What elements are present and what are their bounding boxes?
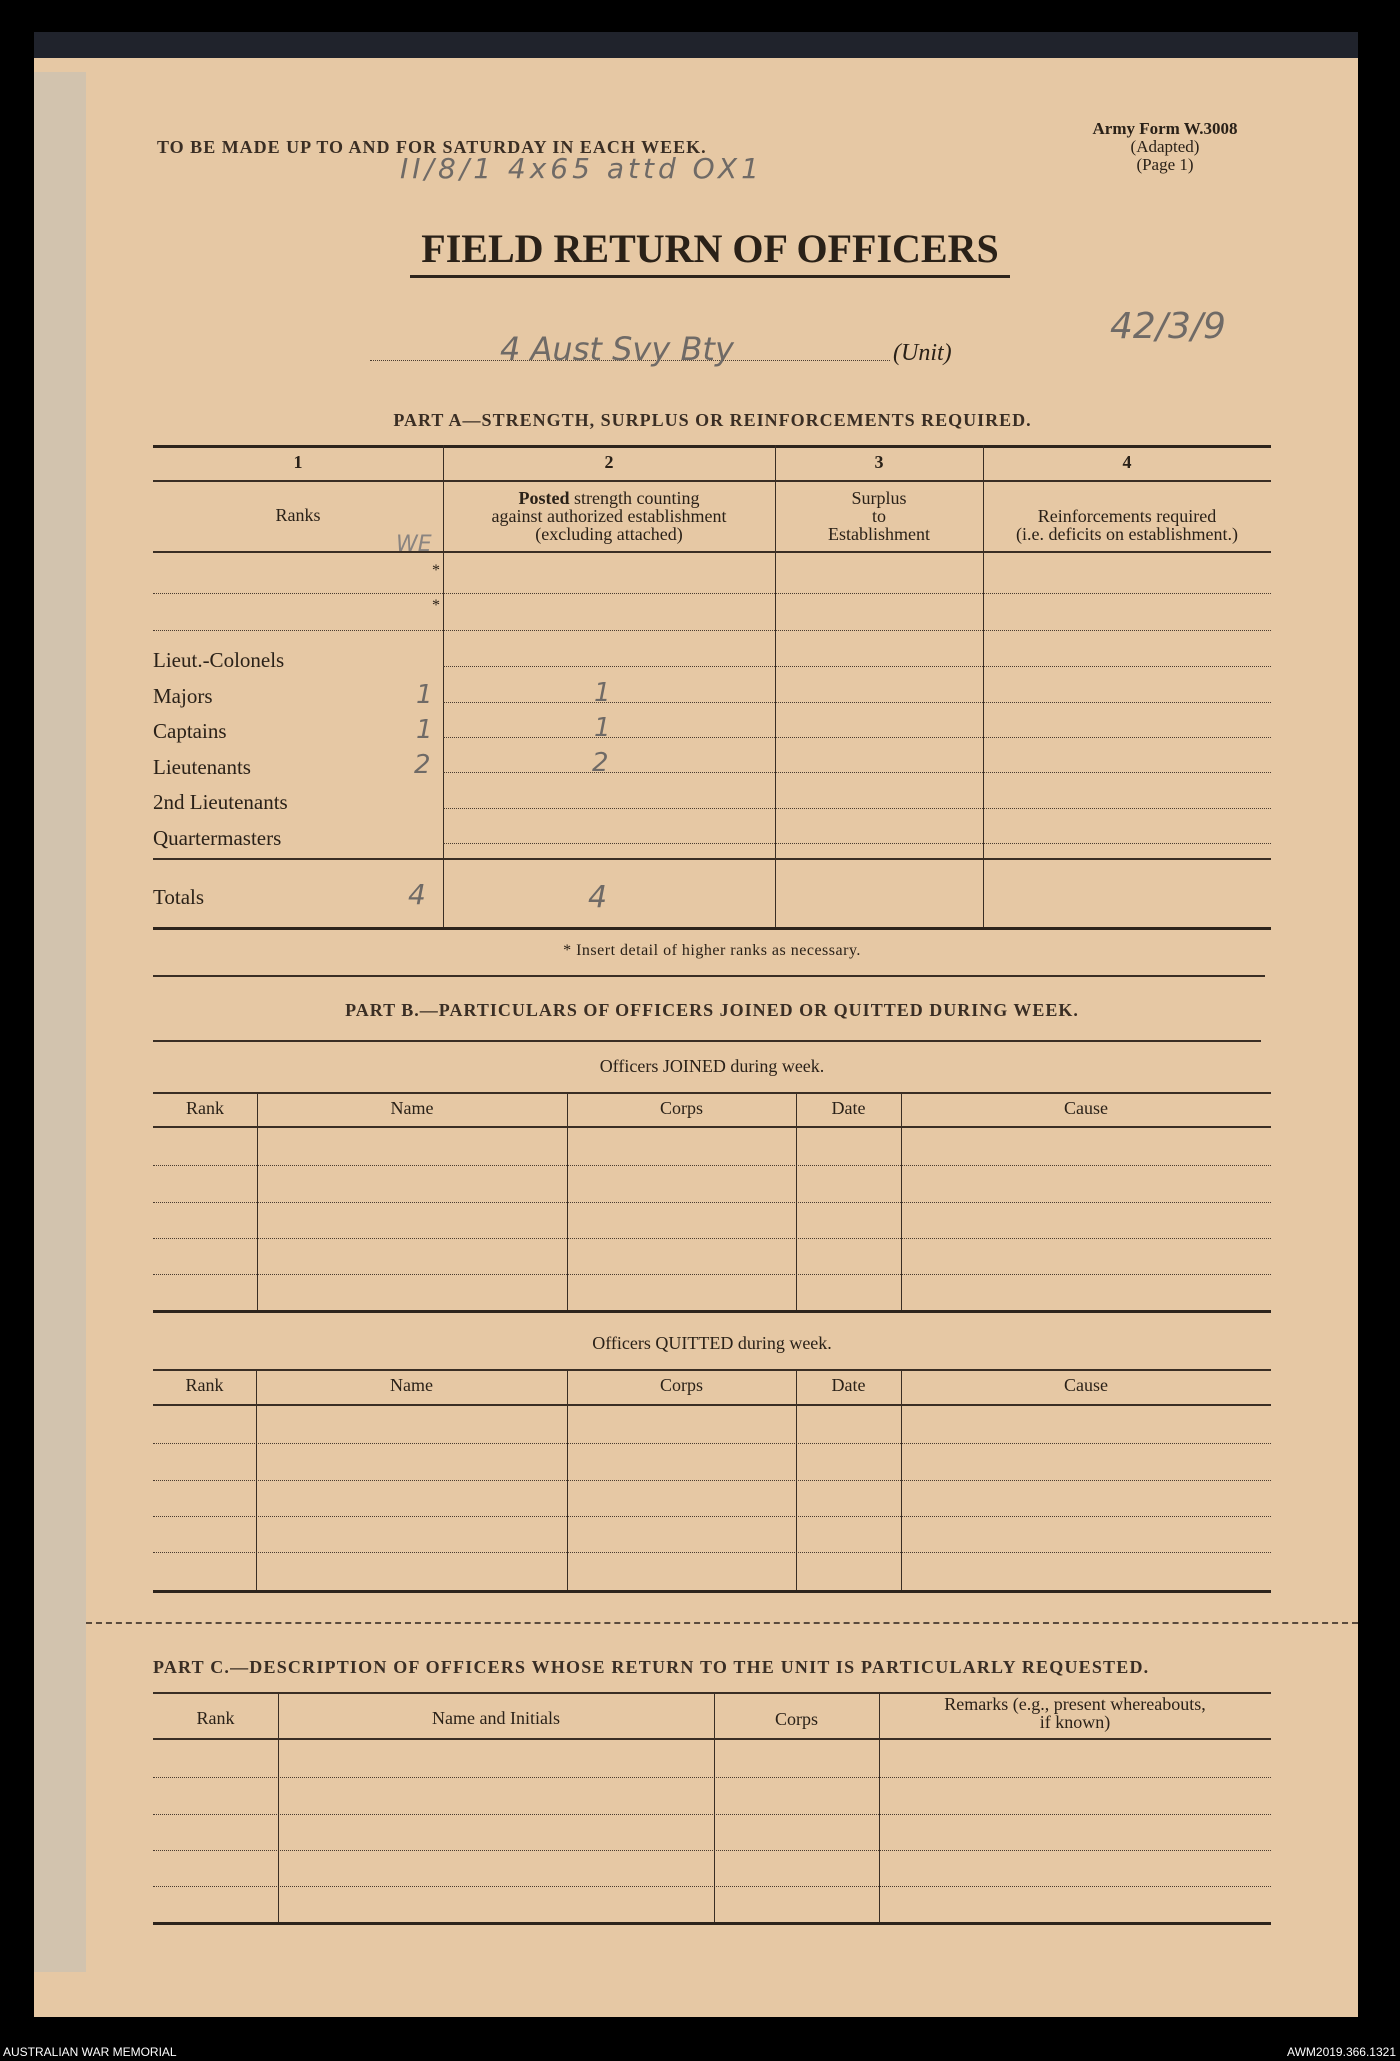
joined-col-cause: Cause <box>1064 1098 1108 1118</box>
joined-vr-3 <box>796 1092 797 1310</box>
part-c-col-name: Name and Initials <box>432 1708 560 1728</box>
we-majors: 1 <box>416 680 433 710</box>
quitted-col-date: Date <box>831 1375 866 1395</box>
joined-col-date: Date <box>831 1098 866 1118</box>
part-c-col-corps: Corps <box>774 1709 818 1729</box>
col-number-4: 4 <box>1122 452 1132 472</box>
row-line <box>153 1552 1271 1553</box>
form-adapted: (Adapted) <box>1130 137 1200 156</box>
rank-label-lieut-colonels: Lieut.-Colonels <box>153 648 285 672</box>
part-a-footnote: * Insert detail of higher ranks as necessary. <box>563 942 861 959</box>
we-lieutenants: 2 <box>414 750 431 780</box>
col-header-surplus <box>775 489 983 543</box>
col-number-2: 2 <box>604 452 614 472</box>
row-line <box>153 1443 1271 1444</box>
surplus-l2: to <box>871 506 886 526</box>
scan-top-band <box>34 32 1358 58</box>
row-line <box>153 1516 1271 1517</box>
footer-right: AWM2019.366.1321 <box>1287 2045 1396 2059</box>
part-b-title: PART B.—PARTICULARS OF OFFICERS JOINED OR QUITTED DURING WEEK. <box>345 1000 1079 1020</box>
unit-label: (Unit) <box>893 340 952 366</box>
quitted-bottom-rule <box>153 1590 1271 1593</box>
surplus-l3: Establishment <box>828 524 930 544</box>
col-header-ranks: Ranks <box>275 505 321 525</box>
joined-top-rule <box>153 1092 1271 1094</box>
quitted-top-rule <box>153 1369 1271 1371</box>
handwritten-number: 42/3/9 <box>1110 306 1226 347</box>
remarks-l2: if known) <box>1039 1712 1111 1732</box>
row-line <box>443 666 1271 667</box>
joined-vr-2 <box>567 1092 568 1310</box>
posted-lieutenants: 2 <box>592 748 609 778</box>
part-b-rule <box>153 1040 1261 1042</box>
quitted-title: Officers QUITTED during week. <box>592 1333 832 1353</box>
rank-label-majors: Majors <box>153 684 213 708</box>
row-line <box>443 593 1271 594</box>
quitted-col-corps: Corps <box>659 1375 703 1395</box>
row-line <box>443 843 1271 844</box>
joined-col-rank: Rank <box>186 1098 224 1118</box>
part-c-col-rank: Rank <box>196 1708 235 1728</box>
part-c-bottom-rule <box>153 1922 1271 1925</box>
quitted-vr-2 <box>567 1369 568 1590</box>
joined-bottom-rule <box>153 1310 1271 1313</box>
posted-bold: Posted <box>518 488 570 508</box>
row-line <box>443 737 1271 738</box>
quitted-col-name: Name <box>390 1375 433 1395</box>
page-title: FIELD RETURN OF OFFICERS <box>410 225 1010 278</box>
rank-label-captains: Captains <box>153 719 227 743</box>
joined-title: Officers JOINED during week. <box>599 1056 825 1076</box>
part-c-title: PART C.—DESCRIPTION OF OFFICERS WHOSE RETURN TO THE UNIT IS PARTICULARLY REQUESTED. <box>153 1657 1150 1677</box>
quitted-header-rule <box>153 1404 1271 1406</box>
row-line <box>153 593 443 594</box>
rank-label-lieutenants: Lieutenants <box>153 755 251 779</box>
rank-label-quartermasters: Quartermasters <box>153 826 282 850</box>
col-header-reinforcements <box>983 507 1271 543</box>
row-line <box>153 1238 1271 1239</box>
we-captains: 1 <box>416 715 433 745</box>
part-a-colnum-rule <box>153 480 1271 482</box>
instruction-text: TO BE MADE UP TO AND FOR SATURDAY IN EACH WEEK. <box>157 137 707 157</box>
rank-label-2nd-lieutenants: 2nd Lieutenants <box>153 790 288 814</box>
part-a-top-rule <box>153 445 1271 448</box>
form-identifier <box>1050 120 1280 174</box>
quitted-col-rank: Rank <box>185 1375 224 1395</box>
row-line <box>153 1202 1271 1203</box>
we-mark: WE <box>396 532 432 557</box>
col-number-3: 3 <box>874 452 884 472</box>
form-name: Army Form W.3008 <box>1092 119 1238 138</box>
row-line <box>443 702 1271 703</box>
surplus-l1: Surplus <box>851 488 907 508</box>
handwritten-reference: II/8/1 4x65 attd OX1 <box>400 152 763 185</box>
footer-left: AUSTRALIAN WAR MEMORIAL <box>3 2045 177 2059</box>
joined-col-name: Name <box>390 1098 434 1118</box>
totals-posted: 4 <box>588 880 608 915</box>
col-number-1: 1 <box>293 452 303 472</box>
joined-vr-4 <box>901 1092 902 1310</box>
part-a-totals-rule <box>153 858 1271 860</box>
perforation-line <box>86 1622 1358 1624</box>
joined-vr-1 <box>257 1092 258 1310</box>
part-c-col-remarks <box>879 1695 1271 1731</box>
posted-majors: 1 <box>594 678 611 708</box>
unit-value: 4 Aust Svy Bty <box>500 330 734 368</box>
part-a-header-rule <box>153 551 1271 553</box>
joined-col-corps: Corps <box>659 1098 703 1118</box>
col-header-posted <box>443 489 775 543</box>
row-line <box>153 1480 1271 1481</box>
part-a-bottom-rule <box>153 927 1271 930</box>
row-line <box>443 808 1271 809</box>
posted-rest: strength counting <box>569 488 700 508</box>
row-line <box>153 1814 1271 1815</box>
row-line <box>153 1274 1271 1275</box>
paper-margin-strip <box>34 72 86 1972</box>
quitted-col-cause: Cause <box>1064 1375 1108 1395</box>
joined-header-rule <box>153 1126 1271 1128</box>
part-a-footnote-rule <box>153 975 1265 977</box>
quitted-vr-4 <box>901 1369 902 1590</box>
reinf-l1: Reinforcements required <box>1037 506 1217 526</box>
row-line <box>443 772 1271 773</box>
quitted-vr-1 <box>256 1369 257 1590</box>
remarks-l1: Remarks (e.g., present whereabouts, <box>944 1694 1206 1714</box>
row-line <box>153 1777 1271 1778</box>
posted-captains: 1 <box>594 713 611 743</box>
totals-label: Totals <box>153 885 205 909</box>
part-c-header-rule <box>153 1738 1271 1740</box>
row-line <box>153 1850 1271 1851</box>
asterisk-2: * <box>432 597 440 614</box>
asterisk-1: * <box>432 562 440 579</box>
posted-line3: (excluding attached) <box>535 524 683 544</box>
reinf-l2: (i.e. deficits on establishment.) <box>1016 524 1238 544</box>
part-a-title: PART A—STRENGTH, SURPLUS OR REINFORCEMENTS REQUIRED. <box>393 410 1032 430</box>
row-line <box>153 1165 1271 1166</box>
totals-we: 4 <box>408 878 426 911</box>
row-line <box>153 630 1271 631</box>
posted-line2: against authorized establishment <box>491 506 727 526</box>
quitted-vr-3 <box>796 1369 797 1590</box>
row-line <box>153 1886 1271 1887</box>
form-page: (Page 1) <box>1136 155 1194 174</box>
